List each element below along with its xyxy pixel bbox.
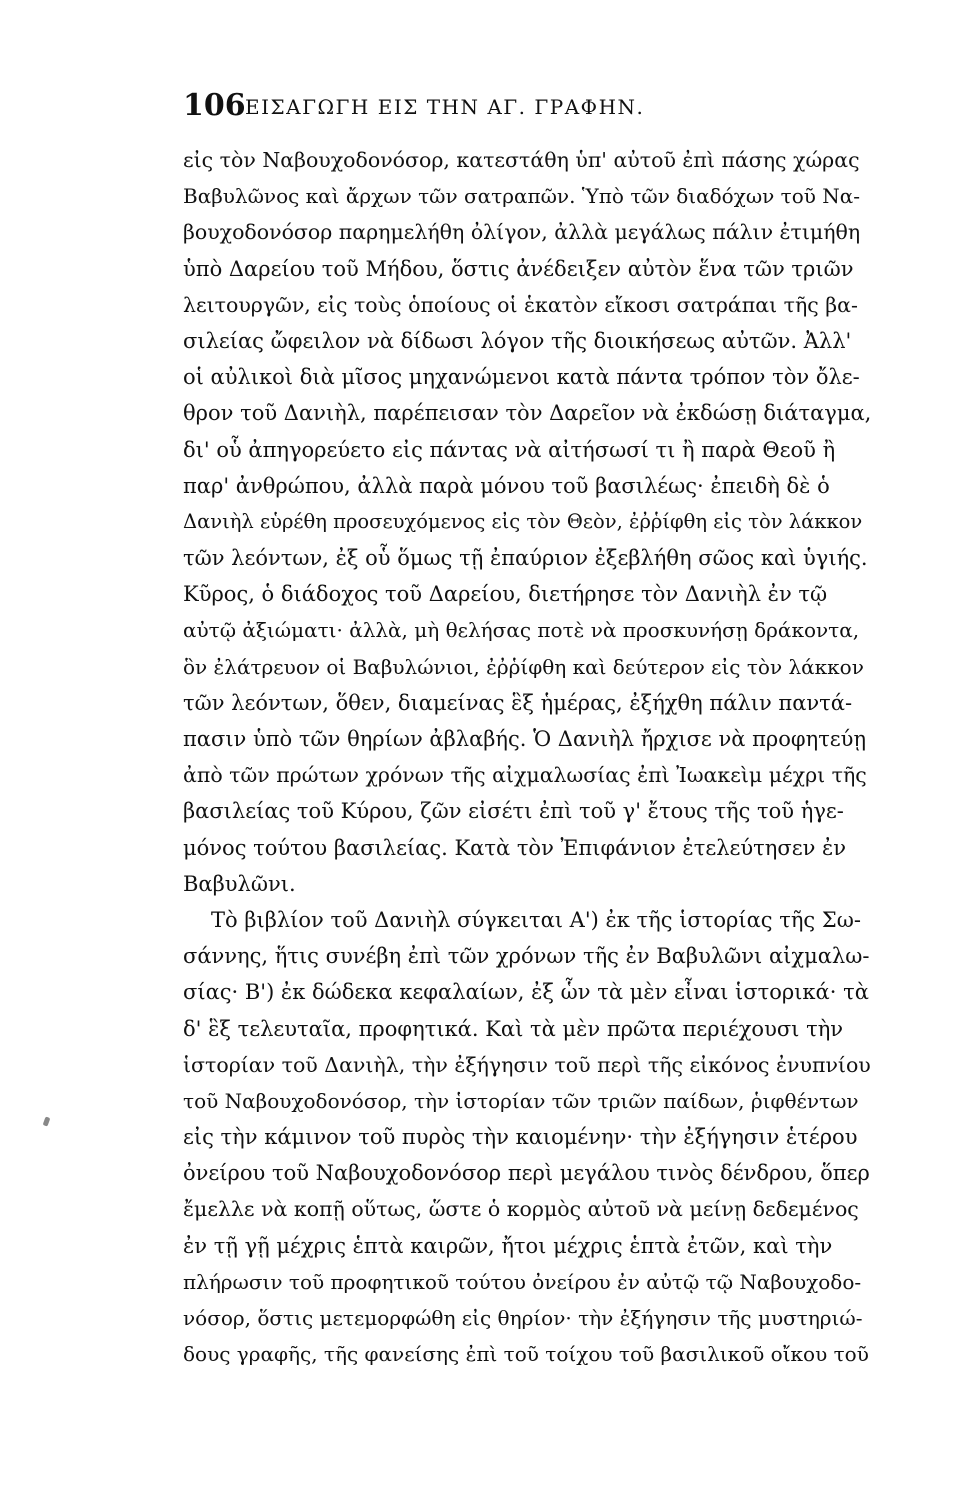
text-line: εἰς τὸν Ναβουχοδονόσορ, κατεστάθη ὑπ' αὐτοῦ ἐπὶ πάσης χώρας [183,148,860,172]
text-line: λειτουργῶν, εἰς τοὺς ὁποίους οἱ ἑκατὸν εἴκοσι σατράπαι τῆς βα- [183,292,858,317]
text-line: εἰς τὴν κάμινον τοῦ πυρὸς τὴν καιομένην· τὴν ἐξήγησιν ἑτέρου [183,1125,858,1150]
page-number: 106 [183,88,246,123]
text-line: πλήρωσιν τοῦ προφητικοῦ τούτου ὀνείρου ἐν αὐτῷ τῷ Ναβουχοδο- [183,1269,862,1294]
text-line: δ' ἓξ τελευταῖα, προφητικά. Καὶ τὰ μὲν πρῶτα περιέχουσι τὴν [183,1016,844,1041]
text-line: τῶν λεόντων, ἐξ οὗ ὅμως τῇ ἐπαύριον ἐξεβλήθη σῶος καὶ ὑγιής. [183,546,868,571]
text-line: τοῦ Ναβουχοδονόσορ, τὴν ἱστορίαν τῶν τριῶν παίδων, ῥιφθέντων [183,1088,859,1113]
text-line: ὃν ἐλάτρευον οἱ Βαβυλώνιοι, ἐῤῥίφθη καὶ δεύτερον εἰς τὸν λάκκον [183,654,864,679]
ink-speck [43,1116,51,1126]
text-line: οἱ αὐλικοὶ διὰ μῖσος μηχανώμενοι κατὰ πάντα τρόπον τὸν ὄλε- [183,365,860,390]
running-title: ΕΙΣΑΓΩΓΗ ΕΙΣ ΤΗΝ ΑΓ. ΓΡΑΦΗΝ. [245,95,645,119]
text-line: σάννης, ἥτις συνέβη ἐπὶ τῶν χρόνων τῆς ἐν Βαβυλῶνι αἰχμαλω- [183,944,870,969]
text-line: δι' οὗ ἀπηγορεύετο εἰς πάντας νὰ αἰτήσωσί τι ἢ παρὰ Θεοῦ ἢ [183,437,836,462]
text-line: Κῦρος, ὁ διάδοχος τοῦ Δαρείου, διετήρησε τὸν Δανιὴλ ἐν τῷ [183,582,828,607]
text-line: ὑπὸ Δαρείου τοῦ Μήδου, ὅστις ἀνέδειξεν αὐτὸν ἕνα τῶν τριῶν [183,256,854,281]
text-line: τῶν λεόντων, ὅθεν, διαμείνας ἓξ ἡμέρας, ἐξήχθη πάλιν παντά- [183,690,853,715]
running-head [183,88,873,128]
text-line: ἔμελλε νὰ κοπῇ οὕτως, ὥστε ὁ κορμὸς αὐτοῦ νὰ μείνῃ δεδεμένος [183,1197,859,1222]
text-line: δους γραφῆς, τῆς φανείσης ἐπὶ τοῦ τοίχου τοῦ βασιλικοῦ οἴκου τοῦ [183,1342,869,1367]
text-line: παρ' ἀνθρώπου, ἀλλὰ παρὰ μόνου τοῦ βασιλέως· ἐπειδὴ δὲ ὁ [183,473,830,498]
text-line: πασιν ὑπὸ τῶν θηρίων ἀβλαβής. Ὁ Δανιὴλ ἤρχισε νὰ προφητεύῃ [183,727,867,751]
text-line: Δανιὴλ εὑρέθη προσευχόμενος εἰς τὸν Θεὸν, ἐῤῥίφθη εἰς τὸν λάκκον [183,509,863,533]
text-line: ἱστορίαν τοῦ Δανιὴλ, τὴν ἐξήγησιν τοῦ περὶ τῆς εἰκόνος ἐνυπνίου [183,1052,871,1077]
body-text [183,142,873,1372]
text-line: σίας· Β') ἐκ δώδεκα κεφαλαίων, ἐξ ὧν τὰ μὲν εἶναι ἱστορικά· τὰ [183,980,869,1005]
text-line: νόσορ, ὅστις μετεμορφώθη εἰς θηρίον· τὴν ἐξήγησιν τῆς μυστηριώ- [183,1306,863,1330]
text-line: μόνος τούτου βασιλείας. Κατὰ τὸν Ἐπιφάνιον ἐτελεύτησεν ἐν [183,835,847,860]
text-line: αὐτῷ ἀξιώματι· ἀλλὰ, μὴ θελήσας ποτὲ νὰ προσκυνήσῃ δράκοντα, [183,618,860,643]
text-line: ἀπὸ τῶν πρώτων χρόνων τῆς αἰχμαλωσίας ἐπὶ Ἰωακεὶμ μέχρι τῆς [183,763,867,788]
text-line: θρον τοῦ Δανιὴλ, παρέπεισαν τὸν Δαρεῖον νὰ ἐκδώσῃ διάταγμα, [183,401,872,426]
text-line: ὀνείρου τοῦ Ναβουχοδονόσορ περὶ μεγάλου τινὸς δένδρου, ὅπερ [183,1161,870,1186]
text-line: ἐν τῇ γῇ μέχρις ἑπτὰ καιρῶν, ἤτοι μέχρις ἑπτὰ ἐτῶν, καὶ τὴν [183,1233,833,1258]
text-line: Βαβυλῶνι. [183,871,296,896]
paragraph-start-line: Τὸ βιβλίον τοῦ Δανιὴλ σύγκειται Α') ἐκ τῆς ἱστορίας τῆς Σω- [211,907,861,932]
text-line: Βαβυλῶνος καὶ ἄρχων τῶν σατραπῶν. Ὑπὸ τῶν διαδόχων τοῦ Να- [183,184,861,209]
text-line: βασιλείας τοῦ Κύρου, ζῶν εἰσέτι ἐπὶ τοῦ γ' ἔτους τῆς τοῦ ἡγε- [183,799,844,824]
text-line: σιλείας ὤφειλον νὰ δίδωσι λόγον τῆς διοικήσεως αὐτῶν. Ἀλλ' [183,328,852,353]
text-line: βουχοδονόσορ παρημελήθη ὀλίγον, ἀλλὰ μεγάλως πάλιν ἐτιμήθη [183,220,861,245]
